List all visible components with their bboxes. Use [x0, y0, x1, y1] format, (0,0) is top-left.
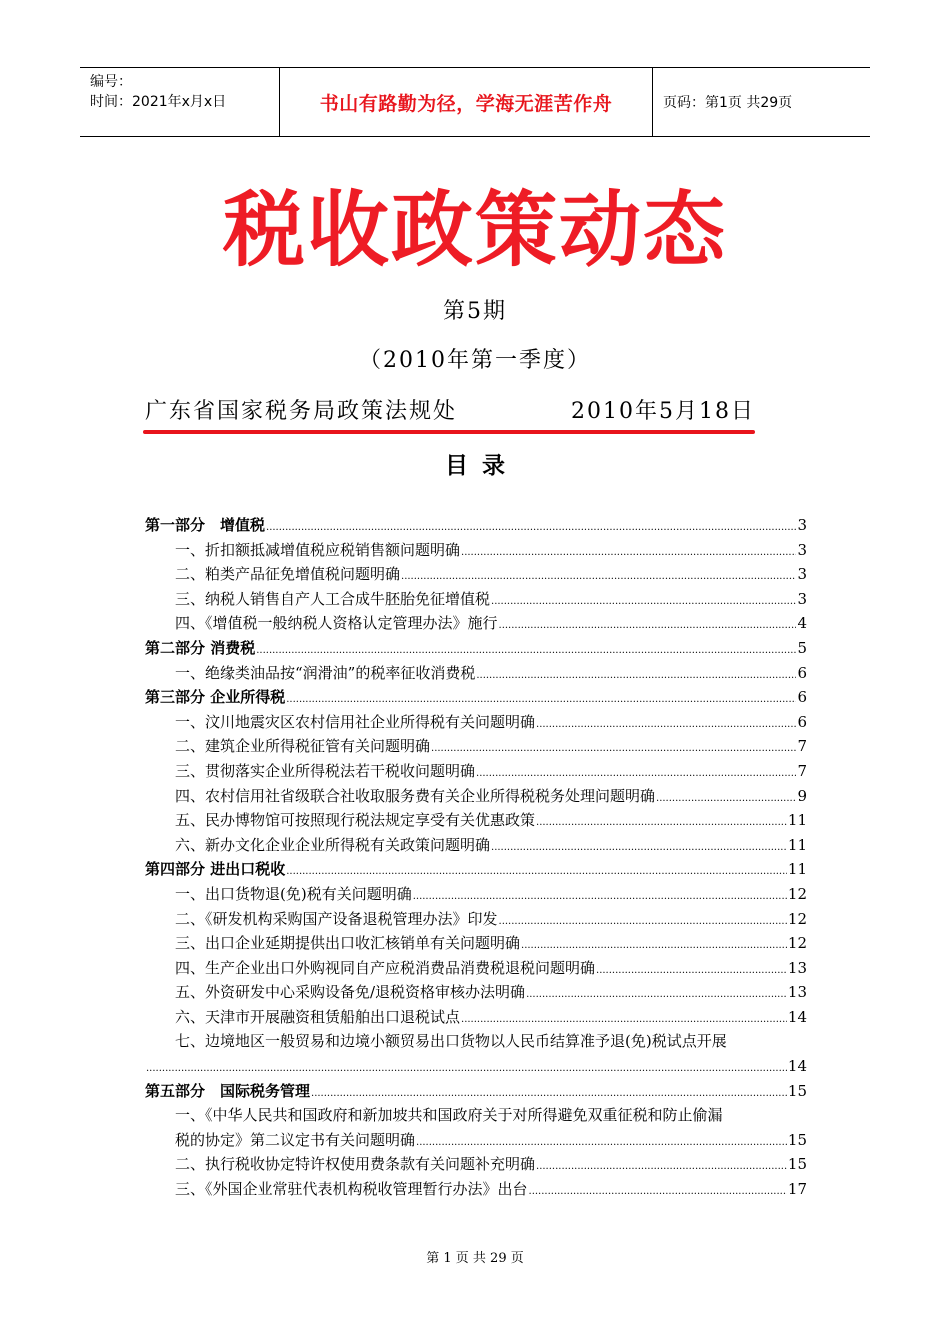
toc-leader-dots [146, 1054, 787, 1082]
toc-entry-text: 第四部分 进出口税收 [145, 860, 286, 879]
toc-leader-dots [491, 833, 787, 861]
toc-leader-dots [431, 734, 796, 762]
toc-leader-dots [499, 611, 797, 639]
toc-leader-dots [266, 513, 796, 541]
toc-leader-dots [476, 661, 796, 689]
toc-entry-text: 一、绝缘类油品按“润滑油”的税率征收消费税 [175, 663, 476, 682]
toc-part-heading[interactable] [145, 1079, 807, 1104]
toc-entry-text: 第三部分 企业所得税 [145, 688, 286, 707]
toc-page-number: 6 [797, 688, 807, 707]
red-divider [143, 430, 755, 434]
toc-leader-dots [476, 759, 796, 787]
toc-part-heading[interactable] [145, 685, 807, 710]
toc-leader-dots [656, 784, 796, 812]
number-label: 编号： [90, 74, 132, 90]
toc-entry[interactable] [145, 759, 807, 784]
toc-entry-text: 第五部分 国际税务管理 [145, 1081, 311, 1100]
toc-page-number: 15 [787, 1081, 807, 1100]
toc-entry[interactable] [145, 808, 807, 833]
toc-entry-line[interactable]: 一、《中华人民共和国政府和新加坡共和国政府关于对所得避免双重征税和防止偷漏 [175, 1106, 723, 1125]
toc-page-number: 11 [787, 860, 807, 879]
toc-entry[interactable] [145, 1128, 807, 1153]
toc-leader-dots [256, 636, 796, 664]
toc-page-number: 7 [797, 761, 807, 780]
toc-page-number: 13 [787, 958, 807, 977]
page-header [80, 67, 870, 137]
toc-entry-text: 税的协定》第二议定书有关问题明确 [175, 1130, 416, 1149]
toc-entry-text: 二、《研发机构采购国产设备退税管理办法》印发 [175, 909, 498, 928]
toc-entry-text: 第二部分 消费税 [145, 638, 256, 657]
toc-entry[interactable] [145, 784, 807, 809]
toc-leader-dots [536, 808, 787, 836]
table-of-contents [145, 513, 807, 1202]
toc-leader-dots [529, 1177, 787, 1205]
toc-entry-text: 四、《增值税一般纳税人资格认定管理办法》施行 [175, 614, 498, 633]
header-meta [80, 68, 280, 136]
toc-entry[interactable] [145, 907, 807, 932]
toc-entry-text: 一、汶川地震灾区农村信用社企业所得税有关问题明确 [175, 712, 536, 731]
toc-part-heading[interactable] [145, 857, 807, 882]
toc-entry-text: 三、《外国企业常驻代表机构税收管理暂行办法》出台 [175, 1180, 528, 1199]
toc-entry[interactable] [145, 980, 807, 1005]
toc-page-number: 4 [797, 614, 807, 633]
toc-entry-text: 第一部分 增值税 [145, 516, 266, 534]
toc-leader-dots [526, 980, 787, 1008]
toc-leader-dots [521, 931, 787, 959]
toc-leader-dots [491, 587, 796, 615]
toc-entry[interactable] [145, 1005, 807, 1030]
toc-page-number: 6 [797, 712, 807, 731]
quarter-label: （2010年第一季度） [359, 348, 591, 373]
toc-part-heading[interactable] [145, 513, 807, 538]
toc-page-number: 3 [797, 516, 807, 534]
toc-page-number: 12 [787, 884, 807, 903]
toc-leader-dots [413, 882, 787, 910]
toc-leader-dots [416, 1128, 787, 1156]
toc-page-number: 11 [787, 811, 807, 830]
toc-leader-dots [286, 685, 796, 713]
toc-entry[interactable] [145, 562, 807, 587]
toc-entry-text: 二、粕类产品征免增值税问题明确 [175, 565, 401, 584]
publisher-name: 广东省国家税务局政策法规处 [145, 399, 458, 424]
toc-entry[interactable] [145, 1177, 807, 1202]
toc-entry[interactable] [145, 1152, 807, 1177]
toc-entry[interactable] [145, 734, 807, 759]
toc-part-heading[interactable] [145, 636, 807, 661]
toc-page-number: 9 [797, 786, 807, 805]
toc-entry-text: 三、纳税人销售自产人工合成牛胚胎免征增值税 [175, 589, 491, 608]
toc-entry[interactable] [145, 833, 807, 858]
toc-title: 目录 [445, 452, 519, 479]
toc-leader-dots [536, 1152, 787, 1180]
toc-entry-text: 三、出口企业延期提供出口收汇核销单有关问题明确 [175, 934, 521, 953]
page-footer: 第 1 页 共 29 页 [426, 1251, 524, 1266]
toc-leader-dots [536, 710, 796, 738]
toc-entry-text: 四、农村信用社省级联合社收取服务费有关企业所得税税务处理问题明确 [175, 786, 656, 805]
toc-page-number: 15 [787, 1155, 807, 1174]
toc-page-number: 3 [797, 565, 807, 584]
toc-page-number: 7 [797, 737, 807, 756]
toc-page-number: 15 [787, 1130, 807, 1149]
toc-leader-dots [286, 857, 787, 885]
toc-entry-text: 三、贯彻落实企业所得税法若干税收问题明确 [175, 761, 476, 780]
issue-number: 第5期 [443, 299, 507, 324]
toc-page-number: 3 [797, 540, 807, 559]
toc-entry[interactable] [145, 587, 807, 612]
time-label: 时间：2021年x月x日 [90, 94, 227, 110]
toc-entry[interactable] [145, 661, 807, 686]
toc-entry-text: 六、新办文化企业企业所得税有关政策问题明确 [175, 835, 491, 854]
toc-leader-dots [461, 1005, 787, 1033]
header-motto: 书山有路勤为径，学海无涯苦作舟 [280, 68, 653, 136]
toc-entry[interactable] [145, 956, 807, 981]
toc-entry-text: 二、执行税收协定特许权使用费条款有关问题补充明确 [175, 1155, 536, 1174]
toc-entry-text: 二、建筑企业所得税征管有关问题明确 [175, 737, 431, 756]
toc-entry[interactable] [145, 1054, 807, 1079]
toc-entry[interactable] [145, 710, 807, 735]
publisher-line [145, 394, 755, 425]
toc-page-number: 14 [787, 1057, 807, 1076]
publish-date: 2010年5月18日 [571, 399, 755, 424]
toc-leader-dots [499, 907, 787, 935]
toc-entry[interactable] [145, 538, 807, 563]
toc-page-number: 3 [797, 589, 807, 608]
toc-entry-text: 一、折扣额抵减增值税应税销售额问题明确 [175, 540, 461, 559]
toc-leader-dots [311, 1079, 787, 1107]
toc-entry[interactable] [145, 931, 807, 956]
toc-entry-text: 五、民办博物馆可按照现行税法规定享受有关优惠政策 [175, 811, 536, 830]
toc-page-number: 14 [787, 1007, 807, 1026]
toc-entry-text: 五、外资研发中心采购设备免/退税资格审核办法明确 [175, 983, 526, 1002]
toc-page-number: 12 [787, 934, 807, 953]
toc-entry-line[interactable]: 七、边境地区一般贸易和边境小额贸易出口货物以人民币结算准予退(免)税试点开展 [175, 1032, 727, 1051]
toc-leader-dots [401, 562, 796, 590]
toc-entry-text: 六、天津市开展融资租赁船舶出口退税试点 [175, 1007, 461, 1026]
toc-entry-text: 一、出口货物退(免)税有关问题明确 [175, 884, 412, 903]
toc-page-number: 6 [797, 663, 807, 682]
toc-entry-text: 四、生产企业出口外购视同自产应税消费品消费税退税问题明确 [175, 958, 596, 977]
toc-page-number: 5 [797, 638, 807, 657]
toc-entry[interactable] [145, 882, 807, 907]
header-page-info: 页码：第1页 共29页 [663, 95, 793, 111]
toc-page-number: 11 [787, 835, 807, 854]
toc-page-number: 13 [787, 983, 807, 1002]
document-title: 税收政策动态 [222, 182, 727, 278]
toc-entry[interactable] [145, 611, 807, 636]
toc-leader-dots [596, 956, 787, 984]
toc-page-number: 12 [787, 909, 807, 928]
toc-leader-dots [461, 538, 796, 566]
toc-page-number: 17 [787, 1180, 807, 1199]
